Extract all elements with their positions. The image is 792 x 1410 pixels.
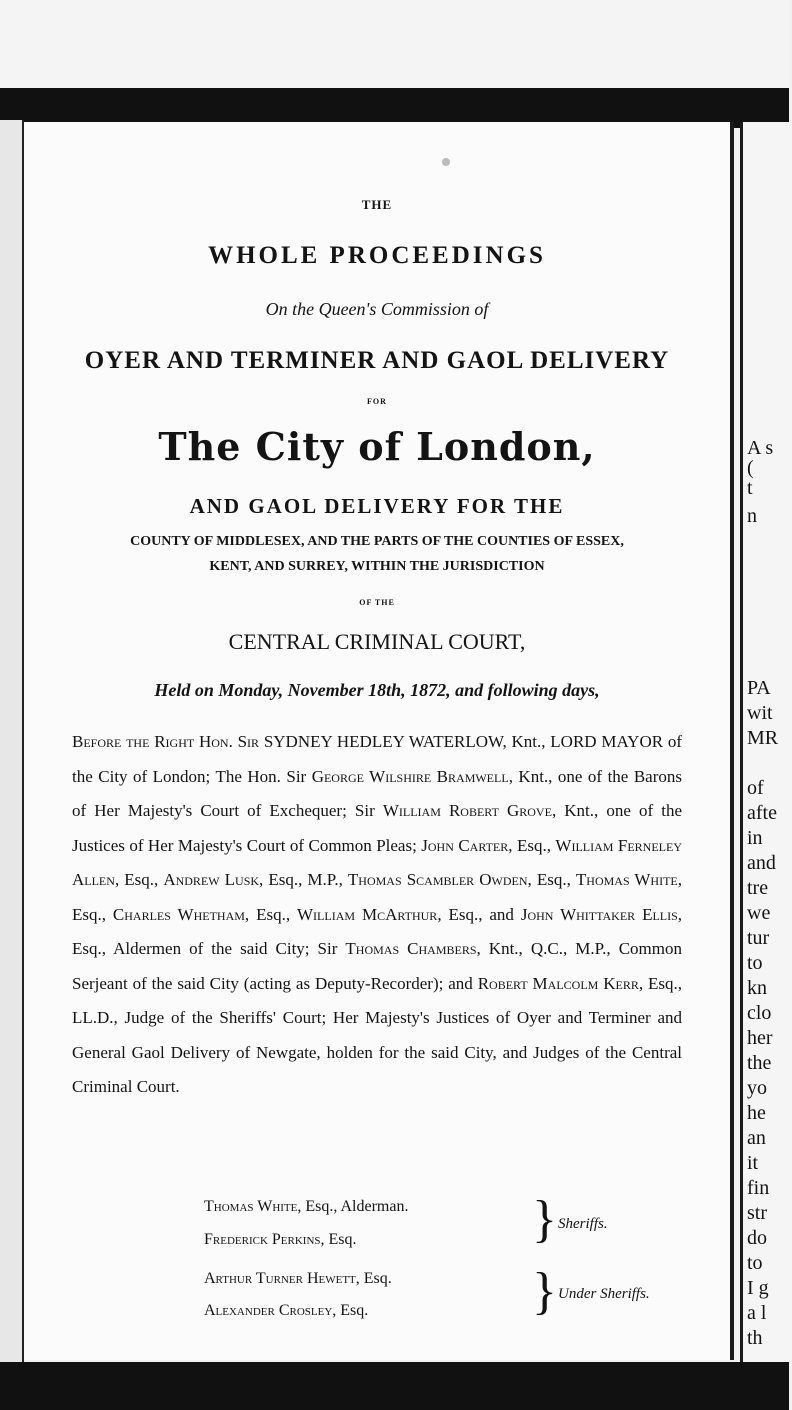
scan-left-edge: [0, 120, 24, 1365]
alderman-name: Thomas Scambler Owden: [347, 870, 528, 889]
facing-text-fragment: do: [747, 1227, 767, 1249]
facing-text-fragment: fin: [747, 1177, 770, 1199]
text-segment: , Esq., LL.D., Judge of the Sheriffs' Court; Her Majesty's Justices of Oyer and Terminer and General Gaol Delivery of Newgate, holden for the said City, and Judges of the Central Criminal Court.: [72, 973, 683, 1096]
judges-paragraph: [72, 725, 682, 1105]
county-line-1: COUNTY OF MIDDLESEX, AND THE PARTS OF THE COUNTIES OF ESSEX,: [130, 534, 624, 549]
facing-text-fragment: to: [747, 1252, 763, 1274]
city-of-london-heading: The City of London,: [158, 424, 596, 469]
facing-text-fragment: kn: [747, 977, 767, 999]
under-sheriff-1: [204, 1270, 392, 1288]
judge-name: William Robert Grove: [382, 801, 552, 820]
facing-text-fragment: tur: [747, 927, 770, 949]
facing-text-fragment: th: [747, 1327, 763, 1349]
officer-name: Alexander Crosley: [204, 1302, 333, 1319]
facing-text-fragment: an: [747, 1127, 766, 1149]
facing-text-fragment: he: [747, 1102, 766, 1124]
text-segment: , Knt., Q.C., M.P., Common Serjeant of the said City (acting as Deputy-Recorder); and: [72, 939, 682, 993]
text-segment: , Esq., and: [437, 904, 514, 924]
facing-text-fragment: t: [747, 477, 753, 499]
scan-top-margin: [0, 0, 789, 88]
serjeant-name: Thomas Chambers: [345, 939, 477, 958]
officer-suffix: , Esq., Alderman.: [297, 1198, 409, 1215]
for-line: FOR: [367, 397, 387, 406]
text-segment: , Esq.,: [244, 904, 291, 924]
facing-text-fragment: clo: [747, 1002, 772, 1024]
under-sheriff-2: [204, 1302, 368, 1320]
lord-mayor-title: LORD MAYOR: [550, 732, 664, 751]
facing-text-fragment: we: [747, 902, 771, 924]
county-line-2: KENT, AND SURREY, WITHIN THE JURISDICTION: [209, 559, 545, 574]
title-page: [24, 122, 734, 1360]
text-segment: , Esq.,: [72, 870, 682, 924]
judge-name: Robert Malcolm Kerr: [477, 973, 639, 993]
facing-text-fragment: I g: [747, 1277, 769, 1299]
alderman-name: Thomas White: [575, 870, 678, 889]
sheriffs-brace: }: [532, 1191, 557, 1248]
facing-text-fragment: afte: [747, 802, 777, 824]
text-segment: , Esq.,: [114, 870, 159, 889]
held-date-line: Held on Monday, November 18th, 1872, and following days,: [154, 680, 600, 700]
officer-name: Thomas White: [204, 1198, 298, 1215]
header-the: THE: [361, 197, 393, 212]
facing-text-fragment: in: [747, 827, 763, 849]
mayor-name: SYDNEY HEDLEY WATERLOW, Knt.,: [263, 732, 546, 751]
facing-text-fragment: PA: [747, 677, 771, 699]
facing-text-fragment: A s: [747, 437, 774, 459]
facing-page-fragment: [740, 122, 792, 1362]
alderman-name: William Ferneley Allen: [72, 835, 682, 889]
sheriff-2: [204, 1231, 357, 1249]
alderman-name: Charles Whetham: [112, 904, 245, 924]
facing-text-fragment: a l: [747, 1302, 767, 1324]
before-phrase: Before the Right Hon. Sir: [72, 732, 260, 751]
under-sheriffs-label: Under Sheriffs.: [558, 1286, 650, 1302]
text-segment: , Esq.,: [508, 835, 551, 855]
text-segment: of the City of London; The Hon. Sir: [72, 732, 683, 786]
scan-bottom-border: [0, 1362, 789, 1410]
facing-text-fragment: (: [747, 457, 754, 479]
text-segment: , Esq.,: [527, 870, 571, 889]
commission-line: On the Queen's Commission of: [265, 299, 489, 319]
page-title: WHOLE PROCEEDINGS: [208, 242, 546, 269]
officer-suffix: , Esq.: [320, 1231, 357, 1248]
sheriff-1: [204, 1198, 408, 1216]
ink-spot: [442, 158, 450, 166]
facing-text-fragment: wit: [747, 702, 773, 724]
under-sheriffs-brace: }: [532, 1263, 557, 1320]
gaol-delivery-heading: AND GAOL DELIVERY FOR THE: [189, 494, 565, 518]
facing-text-fragment: to: [747, 952, 763, 974]
of-the-line: OF THE: [359, 598, 395, 607]
officer-suffix: , Esq.: [332, 1302, 369, 1319]
facing-text-fragment: MR: [747, 727, 779, 749]
facing-text-fragment: of: [747, 777, 764, 799]
oyer-terminer-heading: OYER AND TERMINER AND GAOL DELIVERY: [84, 347, 670, 374]
judge-name: George Wilshire Bramwell: [311, 766, 509, 786]
facing-text-fragment: the: [747, 1052, 772, 1074]
alderman-name: John Whittaker Ellis: [520, 904, 678, 924]
text-segment: , Esq., M.P.,: [259, 870, 343, 889]
alderman-name: William McArthur: [297, 904, 438, 924]
facing-text-fragment: n: [747, 505, 757, 527]
facing-text-fragment: her: [747, 1027, 773, 1049]
text-segment: , Esq., Aldermen of the said City; Sir: [72, 904, 683, 958]
officer-name: Frederick Perkins: [204, 1231, 321, 1248]
facing-text-fragment: it: [747, 1152, 759, 1174]
facing-text-fragment: tre: [747, 877, 769, 899]
facing-text-fragment: str: [747, 1202, 767, 1224]
facing-text-fragment: yo: [747, 1077, 767, 1099]
court-heading: CENTRAL CRIMINAL COURT,: [228, 629, 526, 654]
text-segment: , Knt., one of the Barons of Her Majesty's Court of Exchequer; Sir: [72, 766, 682, 820]
sheriffs-label: Sheriffs.: [558, 1216, 608, 1232]
facing-text-fragment: and: [747, 852, 776, 874]
alderman-name: Andrew Lusk: [163, 870, 260, 889]
alderman-name: John Carter: [421, 835, 509, 855]
officer-name: Arthur Turner Hewett: [204, 1270, 356, 1287]
text-segment: , Knt., one of the Justices of Her Majesty's Court of Common Pleas;: [72, 801, 682, 855]
officer-suffix: , Esq.: [355, 1270, 392, 1287]
